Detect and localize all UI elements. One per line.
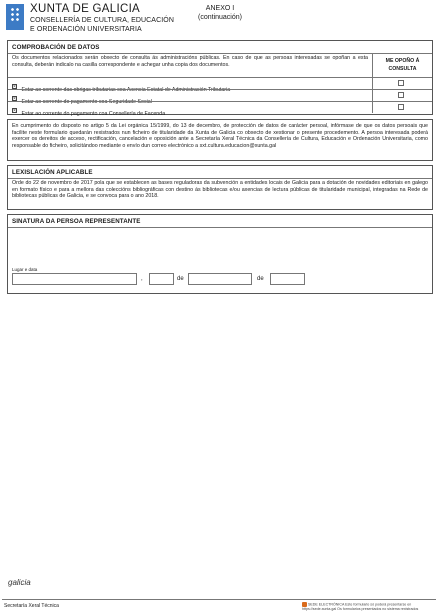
privacy-notice-box <box>7 119 433 161</box>
check-row <box>12 102 368 117</box>
row-mark: × <box>13 96 16 103</box>
footer-sede-note <box>302 602 418 612</box>
comma-separator: , <box>141 276 143 282</box>
de-separator: de <box>257 276 264 282</box>
oppose-checkbox[interactable] <box>398 92 404 98</box>
title-divider <box>8 227 432 228</box>
year-field[interactable] <box>270 273 305 285</box>
de-separator: de <box>177 276 184 282</box>
oppose-column-header <box>373 58 432 73</box>
privacy-notice-text: En cumprimento do disposto no artigo 5 da Lei orgánica 15/1999, do 13 de decembro, de protección de datos de carácter persoal, infórmase de que os datos persoais que facilite neste formulario quedarán rexistrados nun ficheiro de titularidade da Xunta de Galicia co obxecto de xestionar o presente procedemento. A persoa interesada poderá exercer os dereitos de acceso, rectificación, cancelación e oposición ante a Secretaría Xeral Técnica da Consellería de Cultura, Educación e Ordenación Universitaria, como responsable do ficheiro, solicitándoo mediante o envío dun correo electrónico a sxt.cultura.educacion@xunta.gal <box>12 123 428 149</box>
footer-divider <box>2 599 436 600</box>
row-mark: × <box>13 84 16 91</box>
signature-section <box>7 214 433 294</box>
data-check-section <box>7 40 433 115</box>
row-mark: × <box>13 108 16 115</box>
annex-title: ANEXO I <box>205 5 235 12</box>
data-check-title: COMPROBACIÓN DE DATOS <box>12 44 100 51</box>
oppose-header-line-2: CONSULTA <box>388 65 417 72</box>
oppose-checkbox[interactable] <box>398 104 404 110</box>
title-divider <box>8 178 432 179</box>
day-field[interactable] <box>149 273 174 285</box>
check-row <box>12 90 368 105</box>
brand-title: XUNTA DE GALICIA <box>30 3 141 15</box>
check-row-label: Estar ao corrente do pagamento coa Consellería de Facenda <box>21 111 166 117</box>
title-divider <box>8 53 432 54</box>
check-row-label: Estar ao corrente das obrigas tributarias coa Axencia Estatal de Administración Tributaria <box>21 87 231 93</box>
department-name <box>30 17 174 34</box>
check-row-label: Estar ao corrente do pagamento coa Seguridade Social <box>21 99 152 105</box>
legislation-section <box>7 165 433 210</box>
department-line-1: CONSELLERÍA DE CULTURA, EDUCACIÓN <box>30 17 174 24</box>
legislation-title: LEXISLACIÓN APLICABLE <box>12 169 93 176</box>
check-row <box>12 78 368 93</box>
data-check-intro: Os documentos relacionados serán obxecto de consulta ás administracións públicas. En caso de que as persoas interesadas se opoñan a esta consulta, deberán indicalo na casilla correspondente e achegar unha copia dos documentos. <box>12 55 368 68</box>
department-line-2: E ORDENACIÓN UNIVERSITARIA <box>30 25 142 33</box>
place-field[interactable] <box>12 273 137 285</box>
legislation-text: Orde do 22 de novembro de 2017 pola que se establecen as bases reguladoras da subvención a entidades locais de Galicia para a dotación de novidades editoriais en galego en formato físico e para a mellora das coleccións bibliográficas con destino ás bibliotecas e/ou axencias de lectura públicas de titularidade municipal, integradas na Rede de bibliotecas públicas de Galicia, e se convoca para o ano 2018. <box>12 180 428 200</box>
annex-heading <box>180 4 260 22</box>
oppose-checkbox[interactable] <box>398 80 404 86</box>
annex-subtitle: (continuación) <box>198 14 242 21</box>
oppose-header-line-1: ME OPOÑO Á <box>385 58 420 64</box>
galicia-logo: galicia <box>8 578 31 587</box>
place-date-label: Lugar e data <box>12 267 38 272</box>
xunta-logo <box>6 4 24 30</box>
footer-department: Secretaría Xeral Técnica <box>4 603 59 609</box>
signature-title: SINATURA DA PERSOA REPRESENTANTE <box>12 218 141 225</box>
footer-note-line-2: https://sede.xunta.gal Os formularios presentados no sistema rexistrados <box>302 607 419 611</box>
footer-note-line-1: SEDE ELECTRÓNICA Este formulario só poderá presentarse en <box>308 602 412 607</box>
month-field[interactable] <box>188 273 252 285</box>
